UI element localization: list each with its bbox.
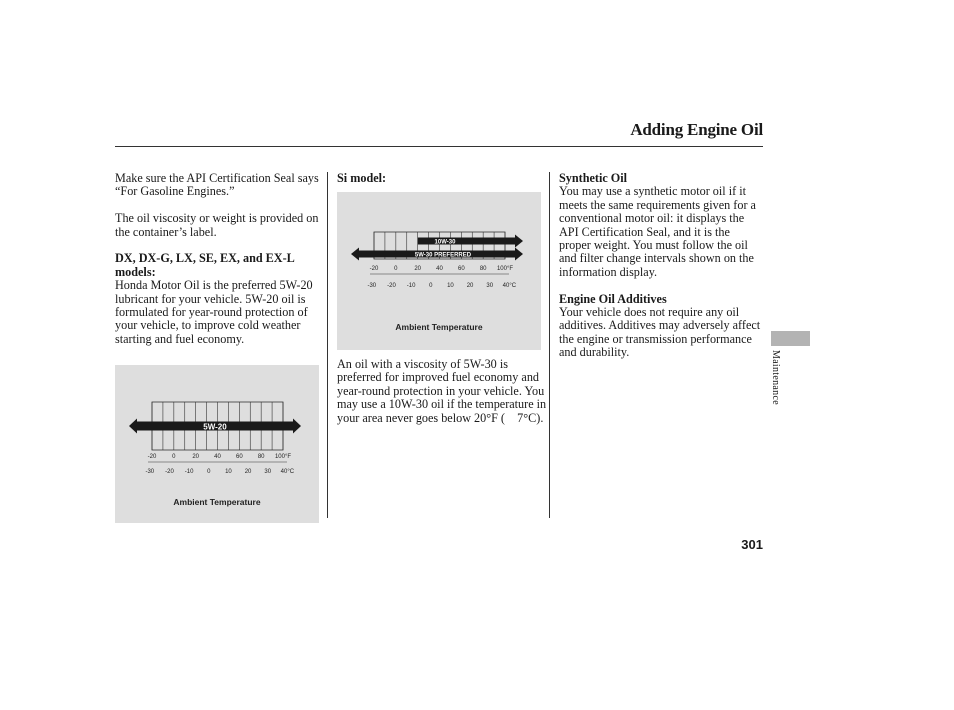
celsius-tick-label: -10 [406, 283, 416, 289]
fahrenheit-tick-label: -20 [369, 266, 379, 272]
si-model-heading: Si model: [337, 171, 387, 185]
band-arrow-left [129, 419, 137, 434]
viscosity-band [418, 238, 515, 245]
band-arrow-left [351, 248, 359, 261]
celsius-tick-label: 30 [486, 283, 494, 289]
celsius-tick-label: -30 [367, 283, 377, 289]
honda-oil-paragraph: Honda Motor Oil is the preferred 5W-20 lubricant for your vehicle. 5W-20 oil is formulated for year-round protection of your vehicle, to improve cold weather starting and fuel economy. [115, 278, 313, 346]
fahrenheit-tick-label: 40 [214, 454, 221, 460]
fahrenheit-tick-label: 0 [394, 266, 398, 272]
chart-5w20 [115, 365, 319, 523]
celsius-tick-label: 10 [225, 469, 232, 475]
celsius-tick-label: 30 [264, 469, 272, 475]
synthetic-oil-heading: Synthetic Oil [559, 171, 628, 185]
fahrenheit-tick-label: 20 [192, 454, 200, 460]
page-number: 301 [741, 537, 763, 552]
chart-axis-title: Ambient Temperature [173, 497, 261, 507]
fahrenheit-tick-label: 80 [257, 454, 265, 460]
additives-paragraph: Your vehicle does not require any oil additives. Additives may adversely affect the engine or transmission performance and durability. [559, 305, 761, 360]
column-divider-2 [549, 172, 550, 518]
celsius-tick-label: 0 [207, 469, 211, 475]
celsius-tick-label: 20 [466, 283, 474, 289]
celsius-tick-label: -30 [145, 469, 155, 475]
band-label: 5W-30 PREFERRED [414, 252, 472, 259]
celsius-tick-label: 20 [244, 469, 252, 475]
fahrenheit-tick-label: -20 [147, 454, 157, 460]
header-rule [115, 146, 763, 147]
chart-5w20-panel [115, 365, 319, 523]
band-arrow-right [293, 419, 301, 434]
section-tab [771, 331, 810, 346]
fahrenheit-tick-label: 40 [436, 266, 443, 272]
chart-axis-title: Ambient Temperature [395, 322, 483, 332]
band-arrow-right [515, 235, 523, 248]
si-oil-paragraph: An oil with a viscosity of 5W-30 is preferred for improved fuel economy and year-round protection in your vehicle. You may use a 10W-30 oil if the temperature in your area never goes below 20°F ( 7°C). [337, 357, 547, 425]
band-arrow-right [515, 248, 523, 261]
fahrenheit-tick-label: 20 [414, 266, 422, 272]
fahrenheit-tick-label: 80 [479, 266, 487, 272]
celsius-tick-label: 0 [429, 283, 433, 289]
celsius-tick-label: 10 [447, 283, 454, 289]
synthetic-oil-paragraph: You may use a synthetic motor oil if it meets the same requirements given for a conventional motor oil: it displays the API Certification Seal, and it is the proper weight. You must follow the oil and filter change intervals shown on the information display. [559, 184, 756, 279]
celsius-tick-label: -10 [184, 469, 194, 475]
fahrenheit-tick-label: 100°F [274, 454, 292, 460]
band-label: 10W-30 [434, 239, 456, 246]
column-middle-lower [337, 358, 547, 438]
fahrenheit-tick-label: 60 [235, 454, 243, 460]
chart-si [337, 192, 541, 350]
celsius-tick-label: -20 [165, 469, 174, 475]
fahrenheit-tick-label: 100°F [496, 266, 514, 272]
celsius-tick-label: 40°C [502, 283, 517, 289]
column-left [115, 172, 321, 360]
fahrenheit-tick-label: 60 [457, 266, 465, 272]
api-seal-paragraph: Make sure the API Certification Seal says “For Gasoline Engines.” [115, 171, 319, 199]
band-label: 5W-20 [203, 422, 227, 432]
column-divider-1 [327, 172, 328, 518]
chart-si-panel [337, 192, 541, 350]
models-heading: DX, DX-G, LX, SE, EX, and EX-L models: [115, 251, 295, 279]
celsius-tick-label: 40°C [280, 469, 295, 475]
fahrenheit-tick-label: 0 [172, 454, 176, 460]
celsius-tick-label: -20 [387, 283, 396, 289]
column-middle [337, 172, 547, 185]
column-right [559, 172, 763, 373]
page-title: Adding Engine Oil [630, 120, 763, 139]
additives-heading: Engine Oil Additives [559, 291, 667, 306]
section-tab-label: Maintenance [770, 350, 781, 405]
viscosity-paragraph: The oil viscosity or weight is provided on the container’s label. [115, 211, 319, 239]
